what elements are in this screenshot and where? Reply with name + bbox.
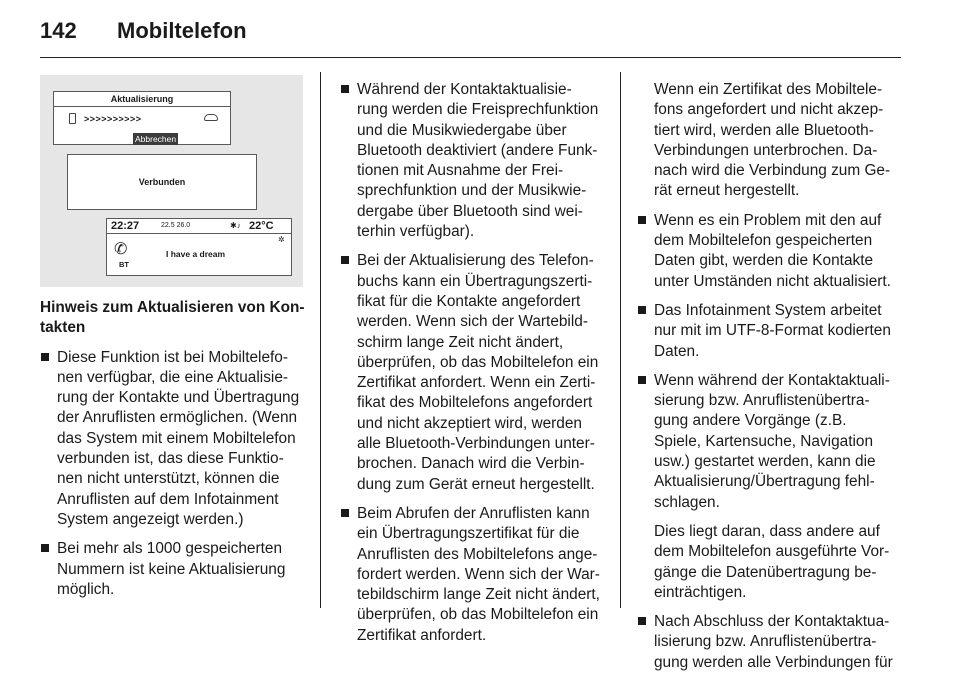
text-line: gänge die Datenübertragung be- (654, 563, 877, 581)
text-line: unter Umständen nicht aktualisiert. (654, 272, 891, 290)
column-2 (340, 80, 615, 655)
bt-label: BT (119, 260, 129, 269)
text-line: Das Infotainment System arbeitet (654, 301, 882, 319)
bullet-list (637, 211, 912, 673)
bullet-item (637, 301, 912, 362)
text-line: usw.) gestartet werden, kann die (654, 453, 876, 471)
column-3 (637, 80, 912, 682)
bullet-item (340, 80, 615, 242)
display-illustration (40, 75, 303, 287)
text-line: Nummern ist keine Aktualisierung (57, 560, 286, 578)
page-number: 142 (40, 18, 77, 43)
bullet-square-icon (341, 509, 349, 517)
temperature: 22°C (249, 220, 274, 232)
text-line: Daten. (654, 342, 700, 360)
text-line: lisierung bzw. Anruflistenübertra- (654, 633, 877, 651)
text-line: gung andere Vorgänge (z.B. (654, 412, 847, 430)
car-icon (204, 114, 218, 121)
text-line: das System mit einem Mobiltelefon (57, 429, 296, 447)
bullet-text (57, 539, 308, 600)
handset-icon: ✆ (114, 241, 128, 258)
bullet-text (654, 301, 912, 362)
text-line: einträchtigen. (654, 583, 747, 601)
text-line: der Anruflisten ermöglichen. (Wenn (57, 409, 298, 427)
text-line: ein Übertragungszertifikat für die (357, 525, 580, 543)
text-line: Bei der Aktualisierung des Telefon- (357, 252, 594, 270)
bullet-item (340, 504, 615, 646)
column-divider-1 (320, 72, 321, 608)
text-line: Zertifikat anfordert. (357, 626, 487, 644)
update-dialog (53, 91, 231, 145)
bullet-square-icon (341, 256, 349, 264)
bluetooth-music-icon: ✱♪ (230, 221, 241, 230)
text-line: Bluetooth deaktiviert (andere Funk- (357, 141, 598, 159)
text-line: sierung bzw. Anruflistenübertra- (654, 392, 870, 410)
text-line: nen nicht unterstützt, können die (57, 470, 280, 488)
text-line: schirm lange Zeit nicht ändert, (357, 333, 564, 351)
text-line: nen verfügbar, die eine Aktualisie- (57, 368, 289, 386)
header-rule (40, 57, 901, 58)
text-line: Aktualisierung/Übertragung fehl- (654, 473, 875, 491)
update-dialog-title: Aktualisierung (110, 94, 174, 104)
bullet-square-icon (341, 85, 349, 93)
bullet-item (637, 612, 912, 673)
progress-arrows: >>>>>>>>>> (84, 114, 142, 124)
text-line: Anruflisten auf dem Infotainment (57, 490, 279, 508)
text-line: Dies liegt daran, dass andere auf (654, 522, 880, 540)
phone-icon (69, 113, 76, 124)
bullet-square-icon (638, 306, 646, 314)
text-line: schlagen. (654, 493, 720, 511)
bullet-text (654, 371, 912, 513)
text-line: brochen. Danach wird die Verbin- (357, 455, 585, 473)
sub-paragraph (654, 522, 912, 603)
text-line: tebildschirm lange Zeit nicht ändert, (357, 586, 600, 604)
infotainment-screen (106, 218, 292, 276)
text-line: und nicht akzeptiert wird, werden (357, 414, 582, 432)
dialog-divider (54, 106, 230, 107)
text-line: Während der Kontaktaktualisie- (357, 81, 572, 98)
text-line: buchs kann ein Übertragungszerti- (357, 272, 593, 290)
bullet-text (654, 211, 912, 292)
text-line: tiert wird, werden alle Bluetooth- (654, 121, 874, 139)
text-line: System angezeigt werden.) (57, 510, 244, 528)
text-line: rung werden die Freisprechfunktion (357, 101, 599, 119)
text-line: terhin verfügbar). (357, 223, 475, 241)
connected-dialog (67, 154, 257, 210)
text-line: werden. Wenn sich der Wartebild- (357, 313, 588, 331)
text-line: Bei mehr als 1000 gespeicherten (57, 540, 283, 558)
text-line: rung der Kontakte und Übertragung (57, 389, 300, 407)
text-line: Wenn es ein Problem mit den auf (654, 211, 882, 229)
bullet-item (637, 371, 912, 603)
bullet-item (40, 348, 308, 531)
bullet-text (357, 80, 615, 242)
text-line: dem Mobiltelefon ausgeführte Vor- (654, 543, 890, 561)
text-line: überprüfen, ob das Mobiltelefon ein (357, 606, 599, 624)
text-line: sprechfunktion und der Musikwie- (357, 182, 587, 200)
column-divider-2 (620, 72, 621, 608)
text-line: fikat für die Kontakte angefordert (357, 292, 581, 310)
text-line: fordert werden. Wenn sich der War- (357, 565, 600, 583)
text-line: gung werden alle Verbindungen für (654, 653, 893, 671)
cancel-button: Abbrechen (135, 134, 177, 144)
text-line: Verbindungen unterbrochen. Da- (654, 141, 878, 159)
page-header (0, 0, 960, 60)
text-line: Wenn ein Zertifikat des Mobiltele- (654, 81, 883, 98)
bullet-item (637, 211, 912, 292)
text-line: Beim Abrufen der Anruflisten kann (357, 504, 590, 522)
text-line: Anruflisten des Mobiltelefons ange- (357, 545, 598, 563)
bullet-item (40, 539, 308, 600)
text-line: alle Bluetooth-Verbindungen unter- (357, 435, 595, 453)
text-line: nach wird die Verbindung zum Ge- (654, 162, 891, 180)
status-small: 22.5 26.0 (161, 222, 191, 229)
bullet-square-icon (638, 376, 646, 384)
clock: 22:27 (111, 220, 140, 232)
text-line: dung zum Gerät erneut hergestellt. (357, 475, 595, 493)
bullet-list (340, 80, 615, 646)
column-1 (40, 298, 308, 609)
text-line: und die Musikwiedergabe über (357, 121, 567, 139)
text-line: Nach Abschluss der Kontaktaktua- (654, 613, 890, 631)
text-line: fikat des Mobiltelefons angefordert (357, 394, 593, 412)
text-line: überprüfen, ob das Mobiltelefon ein (357, 353, 599, 371)
bullet-square-icon (638, 216, 646, 224)
text-line: dergabe über Bluetooth sind wei- (357, 202, 583, 220)
page-title: Mobiltelefon (117, 18, 247, 43)
text-line: Spiele, Kartensuche, Navigation (654, 432, 874, 450)
note-title: Hinweis zum Aktualisieren von Kon- takten (40, 299, 305, 337)
track-title: I have a dream (166, 249, 226, 259)
connected-status: Verbunden (138, 177, 186, 187)
bullet-item (340, 251, 615, 495)
note-bullet-list (40, 348, 308, 601)
text-line: nur mit im UTF-8-Format kodierten (654, 322, 891, 340)
text-line: Diese Funktion ist bei Mobiltelefo- (57, 348, 288, 366)
text-line: Daten gibt, werden die Kontakte (654, 252, 874, 270)
bullet-square-icon (41, 353, 49, 361)
bullet-square-icon (638, 617, 646, 625)
text-line: Zertifikat anfordert. Wenn ein Zerti- (357, 374, 596, 392)
bullet-square-icon (41, 544, 49, 552)
continued-paragraph (637, 80, 912, 202)
bullet-text (357, 504, 615, 646)
bullet-text (57, 348, 308, 531)
text-line: fons angefordert und nicht akzep- (654, 101, 884, 119)
text-line: rät erneut hergestellt. (654, 182, 800, 200)
text-line: dem Mobiltelefon gespeicherten (654, 232, 873, 250)
text-line: tionen mit Ausnahme der Frei- (357, 162, 564, 180)
text-line: verbunden ist, das diese Funktio- (57, 450, 284, 468)
text-line: möglich. (57, 580, 115, 598)
settings-icon: ✲ (278, 235, 285, 244)
text-line: Wenn während der Kontaktaktuali- (654, 371, 890, 389)
bullet-text (654, 612, 912, 673)
bullet-text (357, 251, 615, 495)
